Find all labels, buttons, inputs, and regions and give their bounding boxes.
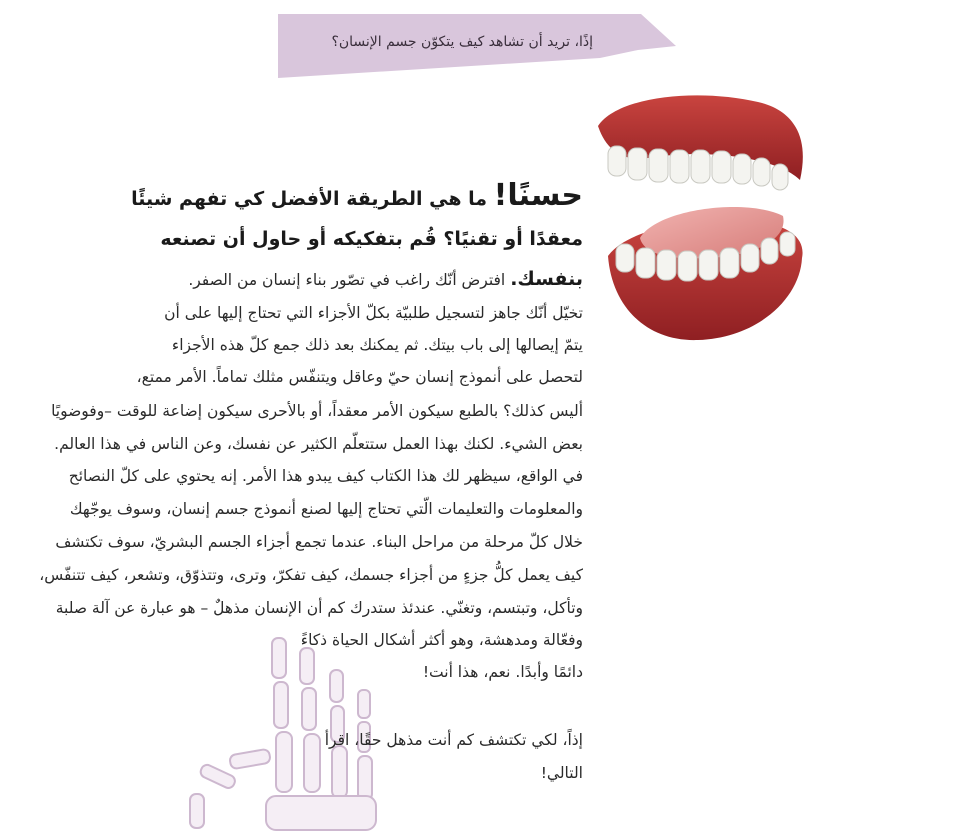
body-line: في الواقع، سيظهر لك هذا الكتاب كيف يبدو هذا الأمر. إنه يحتوي على كلّ النصائح — [68, 467, 583, 485]
closing-line: التالي! — [540, 764, 583, 782]
header-banner — [0, 0, 963, 90]
lead-line-3-text: افترض أنّك راغب في تصّور بناء إنسان من الصفر. — [188, 271, 506, 289]
banner-title: إذًا، تريد أن تشاهد كيف يتكوّن جسم الإنسان؟ — [331, 34, 593, 50]
body-line: خلال كلّ مرحلة من مراحل البناء. عندما تجمع أجزاء الجسم البشريّ، سوف تكتشف — [55, 533, 583, 551]
lead-line-1-text: ما هي الطريقة الأفضل كي تفهم شيئًا — [131, 188, 488, 210]
body-line: لتحصل على أنموذج إنسان حيّ وعاقل ويتنفّس مثلك تماماً. الأمر ممتع، — [136, 368, 583, 386]
body-line: يتمّ إيصالها إلى باب بيتك. ثم يمكنك بعد ذلك جمع كلّ هذه الأجزاء — [171, 336, 583, 354]
body-line: كيف يعمل كلُّ جزءٍ من أجزاء جسمك، كيف تفكرّ، وترى، وتتذوّق، وتشعر، كيف تتنفّس، — [39, 566, 583, 584]
body-line: وتأكل، وتبتسم، وتغنّي. عندئذ ستدرك كم أن الإنسان مذهلٌ – هو عبارة عن آلة صلبة — [55, 599, 583, 617]
body-line: تخيّل أنّك جاهز لتسجيل طلبيّة بكلّ الأجزاء التي تحتاج إليها على أن — [164, 304, 583, 322]
body-line: وفعّالة ومدهشة، وهو أكثر أشكال الحياة ذكاءً — [300, 631, 583, 649]
closing-line: إذاً، لكي تكتشف كم أنت مذهل حقًا، اقرأ — [324, 731, 583, 749]
lead-line-2: معقدًا أو تقنيًا؟ قُم بتفكيكه أو حاول أن تصنعه — [160, 228, 583, 250]
body-line: بعض الشيء. لكنك بهذا العمل ستتعلّم الكثير عن نفسك، وعن الناس في هذا العالم. — [54, 435, 583, 453]
body-line: أليس كذلك؟ بالطبع سيكون الأمر معقداً، أو بالأحرى سيكون إضاعة للوقت –وفوضويًا — [51, 402, 583, 420]
lead-line-3 — [188, 268, 583, 290]
body-line: والمعلومات والتعليمات الّتي تحتاج إليها لصنع أنموذج جسم إنسان، وسوف يوجّهك — [69, 500, 583, 518]
lead-exclamation: حسنًا! — [493, 178, 583, 213]
lead-line-1 — [131, 178, 583, 213]
lead-line-3-bold: بنفسك. — [510, 268, 583, 290]
body-line: دائمًا وأبدًا. نعم، هذا أنت! — [422, 663, 583, 681]
teeth-illustration — [588, 88, 816, 350]
